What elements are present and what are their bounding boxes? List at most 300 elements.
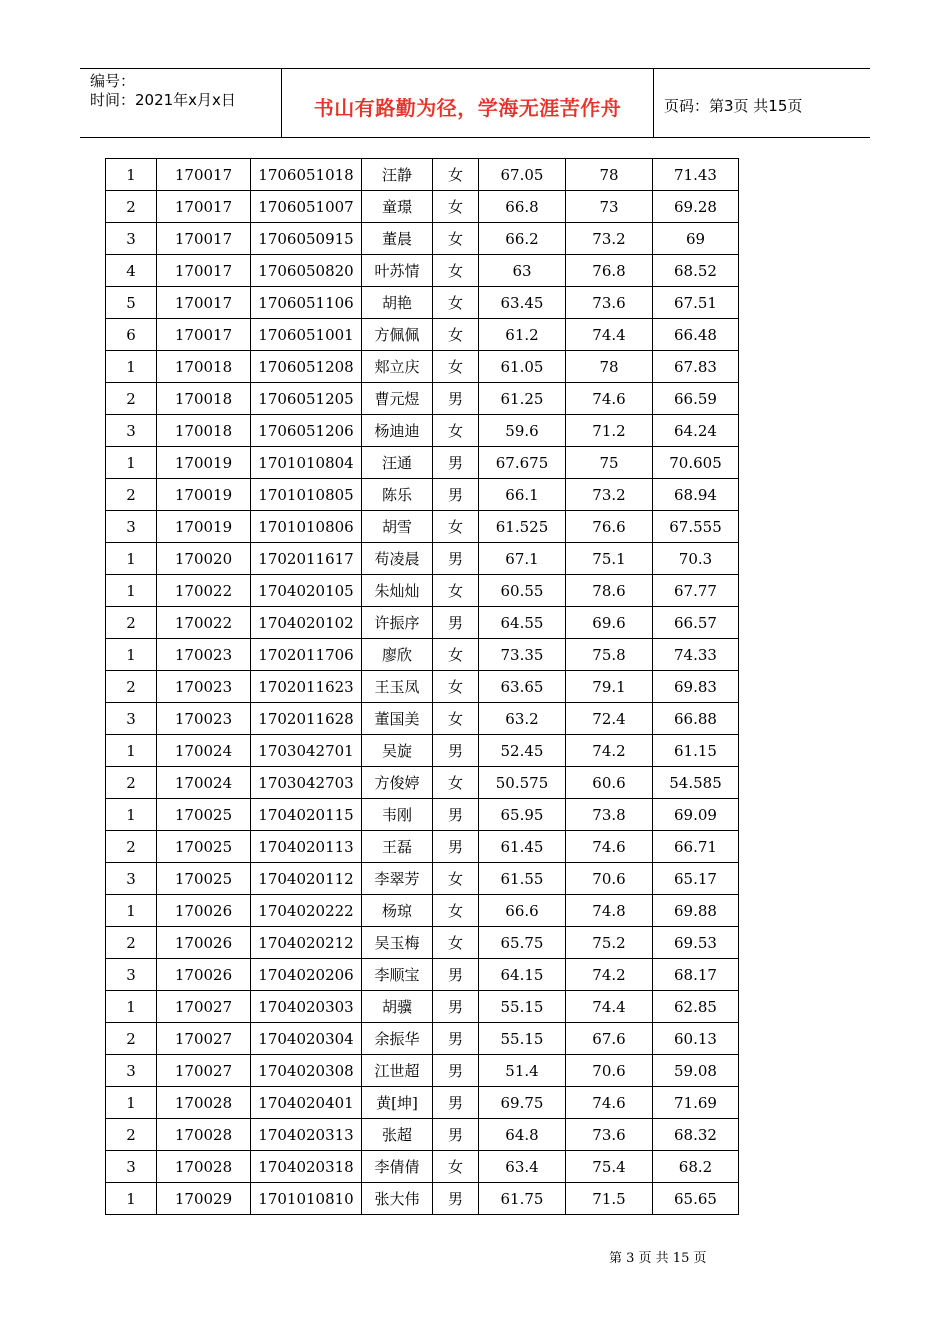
- exam-id-cell: 1704020206: [251, 959, 362, 991]
- interview-score-cell: 73.6: [566, 287, 653, 319]
- rank-cell: 2: [106, 767, 157, 799]
- table-row: [106, 703, 739, 735]
- total-score-cell: 71.69: [653, 1087, 739, 1119]
- exam-id-cell: 1704020222: [251, 895, 362, 927]
- position-code-cell: 170028: [157, 1151, 251, 1183]
- total-score-cell: 66.88: [653, 703, 739, 735]
- rank-cell: 1: [106, 447, 157, 479]
- table-row: [106, 351, 739, 383]
- written-score-cell: 61.2: [479, 319, 566, 351]
- exam-id-cell: 1706050915: [251, 223, 362, 255]
- written-score-cell: 63: [479, 255, 566, 287]
- exam-id-cell: 1704020105: [251, 575, 362, 607]
- rank-cell: 3: [106, 863, 157, 895]
- written-score-cell: 66.8: [479, 191, 566, 223]
- interview-score-cell: 73: [566, 191, 653, 223]
- name-cell: 李倩倩: [362, 1151, 433, 1183]
- gender-cell: 女: [433, 351, 479, 383]
- written-score-cell: 63.2: [479, 703, 566, 735]
- written-score-cell: 66.6: [479, 895, 566, 927]
- exam-id-cell: 1702011628: [251, 703, 362, 735]
- position-code-cell: 170026: [157, 895, 251, 927]
- table-row: [106, 383, 739, 415]
- rank-cell: 1: [106, 639, 157, 671]
- written-score-cell: 67.1: [479, 543, 566, 575]
- interview-score-cell: 70.6: [566, 863, 653, 895]
- total-score-cell: 69.28: [653, 191, 739, 223]
- name-cell: 杨迪迪: [362, 415, 433, 447]
- position-code-cell: 170022: [157, 607, 251, 639]
- rank-cell: 1: [106, 799, 157, 831]
- name-cell: 叶苏情: [362, 255, 433, 287]
- written-score-cell: 64.55: [479, 607, 566, 639]
- gender-cell: 女: [433, 639, 479, 671]
- rank-cell: 1: [106, 1183, 157, 1215]
- gender-cell: 女: [433, 703, 479, 735]
- gender-cell: 男: [433, 479, 479, 511]
- total-score-cell: 69.53: [653, 927, 739, 959]
- name-cell: 胡骥: [362, 991, 433, 1023]
- position-code-cell: 170024: [157, 735, 251, 767]
- written-score-cell: 67.05: [479, 159, 566, 191]
- name-cell: 张大伟: [362, 1183, 433, 1215]
- name-cell: 苟凌晨: [362, 543, 433, 575]
- written-score-cell: 66.1: [479, 479, 566, 511]
- rank-cell: 1: [106, 991, 157, 1023]
- rank-cell: 3: [106, 415, 157, 447]
- name-cell: 王磊: [362, 831, 433, 863]
- written-score-cell: 61.55: [479, 863, 566, 895]
- position-code-cell: 170017: [157, 319, 251, 351]
- table-row: [106, 895, 739, 927]
- exam-id-cell: 1701010804: [251, 447, 362, 479]
- written-score-cell: 63.45: [479, 287, 566, 319]
- score-table: [105, 158, 739, 1215]
- total-score-cell: 68.52: [653, 255, 739, 287]
- code-label: 编号：: [90, 72, 136, 90]
- name-cell: 吴玉梅: [362, 927, 433, 959]
- rank-cell: 3: [106, 1151, 157, 1183]
- name-cell: 朱灿灿: [362, 575, 433, 607]
- total-score-cell: 60.13: [653, 1023, 739, 1055]
- table-row: [106, 1119, 739, 1151]
- rank-cell: 1: [106, 895, 157, 927]
- exam-id-cell: 1704020112: [251, 863, 362, 895]
- total-score-cell: 69: [653, 223, 739, 255]
- gender-cell: 男: [433, 991, 479, 1023]
- gender-cell: 女: [433, 1151, 479, 1183]
- interview-score-cell: 60.6: [566, 767, 653, 799]
- written-score-cell: 64.15: [479, 959, 566, 991]
- exam-id-cell: 1704020308: [251, 1055, 362, 1087]
- interview-score-cell: 67.6: [566, 1023, 653, 1055]
- name-cell: 董晨: [362, 223, 433, 255]
- position-code-cell: 170019: [157, 479, 251, 511]
- name-cell: 曹元煜: [362, 383, 433, 415]
- exam-id-cell: 1706051007: [251, 191, 362, 223]
- written-score-cell: 59.6: [479, 415, 566, 447]
- position-code-cell: 170018: [157, 415, 251, 447]
- rank-cell: 2: [106, 1119, 157, 1151]
- name-cell: 汪通: [362, 447, 433, 479]
- name-cell: 李翠芳: [362, 863, 433, 895]
- exam-id-cell: 1706051206: [251, 415, 362, 447]
- interview-score-cell: 74.2: [566, 735, 653, 767]
- exam-id-cell: 1706051205: [251, 383, 362, 415]
- gender-cell: 男: [433, 1023, 479, 1055]
- interview-score-cell: 73.2: [566, 479, 653, 511]
- table-row: [106, 287, 739, 319]
- written-score-cell: 67.675: [479, 447, 566, 479]
- gender-cell: 女: [433, 895, 479, 927]
- position-code-cell: 170023: [157, 639, 251, 671]
- position-code-cell: 170017: [157, 159, 251, 191]
- rank-cell: 1: [106, 351, 157, 383]
- gender-cell: 女: [433, 191, 479, 223]
- total-score-cell: 67.77: [653, 575, 739, 607]
- total-score-cell: 66.71: [653, 831, 739, 863]
- table-row: [106, 735, 739, 767]
- interview-score-cell: 78.6: [566, 575, 653, 607]
- name-cell: 童璟: [362, 191, 433, 223]
- interview-score-cell: 74.6: [566, 1087, 653, 1119]
- rank-cell: 1: [106, 159, 157, 191]
- interview-score-cell: 71.2: [566, 415, 653, 447]
- position-code-cell: 170020: [157, 543, 251, 575]
- exam-id-cell: 1704020313: [251, 1119, 362, 1151]
- name-cell: 许振序: [362, 607, 433, 639]
- position-code-cell: 170018: [157, 351, 251, 383]
- interview-score-cell: 75.4: [566, 1151, 653, 1183]
- name-cell: 张超: [362, 1119, 433, 1151]
- name-cell: 郏立庆: [362, 351, 433, 383]
- table-row: [106, 863, 739, 895]
- interview-score-cell: 75.2: [566, 927, 653, 959]
- exam-id-cell: 1701010805: [251, 479, 362, 511]
- gender-cell: 男: [433, 959, 479, 991]
- rank-cell: 2: [106, 927, 157, 959]
- gender-cell: 男: [433, 1183, 479, 1215]
- rank-cell: 1: [106, 543, 157, 575]
- position-code-cell: 170017: [157, 287, 251, 319]
- interview-score-cell: 72.4: [566, 703, 653, 735]
- total-score-cell: 67.83: [653, 351, 739, 383]
- written-score-cell: 73.35: [479, 639, 566, 671]
- gender-cell: 男: [433, 1119, 479, 1151]
- table-row: [106, 831, 739, 863]
- gender-cell: 女: [433, 575, 479, 607]
- interview-score-cell: 75: [566, 447, 653, 479]
- rank-cell: 4: [106, 255, 157, 287]
- exam-id-cell: 1702011623: [251, 671, 362, 703]
- written-score-cell: 61.525: [479, 511, 566, 543]
- rank-cell: 6: [106, 319, 157, 351]
- gender-cell: 男: [433, 831, 479, 863]
- name-cell: 黄[坤]: [362, 1087, 433, 1119]
- table-row: [106, 959, 739, 991]
- table-row: [106, 575, 739, 607]
- exam-id-cell: 1702011617: [251, 543, 362, 575]
- rank-cell: 5: [106, 287, 157, 319]
- gender-cell: 男: [433, 447, 479, 479]
- position-code-cell: 170027: [157, 1055, 251, 1087]
- position-code-cell: 170028: [157, 1119, 251, 1151]
- exam-id-cell: 1704020318: [251, 1151, 362, 1183]
- position-code-cell: 170018: [157, 383, 251, 415]
- interview-score-cell: 70.6: [566, 1055, 653, 1087]
- position-code-cell: 170023: [157, 671, 251, 703]
- gender-cell: 女: [433, 319, 479, 351]
- table-row: [106, 1023, 739, 1055]
- exam-id-cell: 1706051018: [251, 159, 362, 191]
- total-score-cell: 59.08: [653, 1055, 739, 1087]
- interview-score-cell: 74.2: [566, 959, 653, 991]
- written-score-cell: 64.8: [479, 1119, 566, 1151]
- table-row: [106, 511, 739, 543]
- position-code-cell: 170019: [157, 511, 251, 543]
- table-row: [106, 447, 739, 479]
- gender-cell: 女: [433, 927, 479, 959]
- exam-id-cell: 1704020212: [251, 927, 362, 959]
- written-score-cell: 52.45: [479, 735, 566, 767]
- position-code-cell: 170027: [157, 1023, 251, 1055]
- position-code-cell: 170025: [157, 863, 251, 895]
- rank-cell: 1: [106, 1087, 157, 1119]
- exam-id-cell: 1706050820: [251, 255, 362, 287]
- time-label: 时间：2021年x月x日: [90, 91, 236, 109]
- rank-cell: 2: [106, 1023, 157, 1055]
- gender-cell: 男: [433, 1055, 479, 1087]
- interview-score-cell: 76.8: [566, 255, 653, 287]
- position-code-cell: 170017: [157, 191, 251, 223]
- rank-cell: 2: [106, 831, 157, 863]
- exam-id-cell: 1701010806: [251, 511, 362, 543]
- written-score-cell: 60.55: [479, 575, 566, 607]
- written-score-cell: 51.4: [479, 1055, 566, 1087]
- total-score-cell: 67.555: [653, 511, 739, 543]
- interview-score-cell: 74.6: [566, 831, 653, 863]
- position-code-cell: 170027: [157, 991, 251, 1023]
- name-cell: 廖欣: [362, 639, 433, 671]
- total-score-cell: 69.09: [653, 799, 739, 831]
- exam-id-cell: 1704020113: [251, 831, 362, 863]
- exam-id-cell: 1703042701: [251, 735, 362, 767]
- total-score-cell: 69.83: [653, 671, 739, 703]
- position-code-cell: 170026: [157, 959, 251, 991]
- total-score-cell: 62.85: [653, 991, 739, 1023]
- name-cell: 王玉凤: [362, 671, 433, 703]
- total-score-cell: 64.24: [653, 415, 739, 447]
- gender-cell: 男: [433, 543, 479, 575]
- rank-cell: 2: [106, 191, 157, 223]
- interview-score-cell: 76.6: [566, 511, 653, 543]
- name-cell: 杨琼: [362, 895, 433, 927]
- name-cell: 董国美: [362, 703, 433, 735]
- rank-cell: 1: [106, 575, 157, 607]
- exam-id-cell: 1704020303: [251, 991, 362, 1023]
- total-score-cell: 68.2: [653, 1151, 739, 1183]
- table-row: [106, 1087, 739, 1119]
- rank-cell: 3: [106, 959, 157, 991]
- written-score-cell: 63.65: [479, 671, 566, 703]
- position-code-cell: 170024: [157, 767, 251, 799]
- position-code-cell: 170022: [157, 575, 251, 607]
- exam-id-cell: 1704020304: [251, 1023, 362, 1055]
- interview-score-cell: 74.6: [566, 383, 653, 415]
- exam-id-cell: 1704020401: [251, 1087, 362, 1119]
- rank-cell: 3: [106, 703, 157, 735]
- exam-id-cell: 1706051208: [251, 351, 362, 383]
- written-score-cell: 65.95: [479, 799, 566, 831]
- position-code-cell: 170017: [157, 223, 251, 255]
- total-score-cell: 66.59: [653, 383, 739, 415]
- exam-id-cell: 1701010810: [251, 1183, 362, 1215]
- header-page-label: 页码：第3页 共15页: [664, 96, 803, 115]
- table-row: [106, 639, 739, 671]
- name-cell: 陈乐: [362, 479, 433, 511]
- name-cell: 方佩佩: [362, 319, 433, 351]
- header-meta: [80, 69, 282, 137]
- total-score-cell: 65.17: [653, 863, 739, 895]
- page-header: [80, 68, 870, 138]
- gender-cell: 男: [433, 607, 479, 639]
- interview-score-cell: 73.8: [566, 799, 653, 831]
- table-row: [106, 799, 739, 831]
- gender-cell: 女: [433, 159, 479, 191]
- written-score-cell: 50.575: [479, 767, 566, 799]
- table-row: [106, 415, 739, 447]
- total-score-cell: 70.3: [653, 543, 739, 575]
- name-cell: 胡艳: [362, 287, 433, 319]
- interview-score-cell: 74.4: [566, 991, 653, 1023]
- table-row: [106, 1055, 739, 1087]
- table-row: [106, 159, 739, 191]
- interview-score-cell: 74.8: [566, 895, 653, 927]
- interview-score-cell: 75.1: [566, 543, 653, 575]
- gender-cell: 男: [433, 383, 479, 415]
- total-score-cell: 65.65: [653, 1183, 739, 1215]
- table-row: [106, 671, 739, 703]
- gender-cell: 女: [433, 415, 479, 447]
- rank-cell: 1: [106, 735, 157, 767]
- footer-page-number: 第 3 页 共 15 页: [609, 1251, 707, 1266]
- written-score-cell: 55.15: [479, 991, 566, 1023]
- rank-cell: 3: [106, 1055, 157, 1087]
- score-table-body: [106, 159, 739, 1215]
- total-score-cell: 69.88: [653, 895, 739, 927]
- table-row: [106, 1183, 739, 1215]
- table-row: [106, 319, 739, 351]
- table-row: [106, 927, 739, 959]
- gender-cell: 女: [433, 255, 479, 287]
- name-cell: 汪静: [362, 159, 433, 191]
- written-score-cell: 63.4: [479, 1151, 566, 1183]
- total-score-cell: 68.17: [653, 959, 739, 991]
- table-row: [106, 479, 739, 511]
- total-score-cell: 68.32: [653, 1119, 739, 1151]
- interview-score-cell: 73.2: [566, 223, 653, 255]
- gender-cell: 男: [433, 735, 479, 767]
- written-score-cell: 61.45: [479, 831, 566, 863]
- total-score-cell: 70.605: [653, 447, 739, 479]
- rank-cell: 2: [106, 383, 157, 415]
- name-cell: 胡雪: [362, 511, 433, 543]
- interview-score-cell: 79.1: [566, 671, 653, 703]
- total-score-cell: 74.33: [653, 639, 739, 671]
- interview-score-cell: 74.4: [566, 319, 653, 351]
- total-score-cell: 61.15: [653, 735, 739, 767]
- table-row: [106, 607, 739, 639]
- table-row: [106, 767, 739, 799]
- rank-cell: 2: [106, 479, 157, 511]
- name-cell: 李顺宝: [362, 959, 433, 991]
- position-code-cell: 170028: [157, 1087, 251, 1119]
- exam-id-cell: 1706051106: [251, 287, 362, 319]
- total-score-cell: 71.43: [653, 159, 739, 191]
- exam-id-cell: 1702011706: [251, 639, 362, 671]
- table-row: [106, 191, 739, 223]
- gender-cell: 女: [433, 671, 479, 703]
- position-code-cell: 170025: [157, 831, 251, 863]
- gender-cell: 女: [433, 511, 479, 543]
- table-row: [106, 255, 739, 287]
- gender-cell: 女: [433, 863, 479, 895]
- interview-score-cell: 71.5: [566, 1183, 653, 1215]
- written-score-cell: 61.75: [479, 1183, 566, 1215]
- interview-score-cell: 78: [566, 159, 653, 191]
- table-row: [106, 223, 739, 255]
- total-score-cell: 67.51: [653, 287, 739, 319]
- total-score-cell: 68.94: [653, 479, 739, 511]
- gender-cell: 男: [433, 1087, 479, 1119]
- exam-id-cell: 1704020115: [251, 799, 362, 831]
- table-row: [106, 991, 739, 1023]
- header-motto: 书山有路勤为径，学海无涯苦作舟: [282, 69, 654, 137]
- total-score-cell: 66.57: [653, 607, 739, 639]
- name-cell: 余振华: [362, 1023, 433, 1055]
- rank-cell: 2: [106, 607, 157, 639]
- interview-score-cell: 69.6: [566, 607, 653, 639]
- written-score-cell: 61.25: [479, 383, 566, 415]
- gender-cell: 女: [433, 287, 479, 319]
- name-cell: 韦刚: [362, 799, 433, 831]
- name-cell: 江世超: [362, 1055, 433, 1087]
- gender-cell: 男: [433, 799, 479, 831]
- rank-cell: 2: [106, 671, 157, 703]
- table-row: [106, 543, 739, 575]
- gender-cell: 女: [433, 767, 479, 799]
- written-score-cell: 69.75: [479, 1087, 566, 1119]
- written-score-cell: 65.75: [479, 927, 566, 959]
- position-code-cell: 170019: [157, 447, 251, 479]
- interview-score-cell: 78: [566, 351, 653, 383]
- written-score-cell: 55.15: [479, 1023, 566, 1055]
- gender-cell: 女: [433, 223, 479, 255]
- total-score-cell: 54.585: [653, 767, 739, 799]
- exam-id-cell: 1704020102: [251, 607, 362, 639]
- exam-id-cell: 1706051001: [251, 319, 362, 351]
- position-code-cell: 170026: [157, 927, 251, 959]
- name-cell: 方俊婷: [362, 767, 433, 799]
- rank-cell: 3: [106, 511, 157, 543]
- written-score-cell: 61.05: [479, 351, 566, 383]
- position-code-cell: 170017: [157, 255, 251, 287]
- name-cell: 吴旋: [362, 735, 433, 767]
- interview-score-cell: 73.6: [566, 1119, 653, 1151]
- total-score-cell: 66.48: [653, 319, 739, 351]
- position-code-cell: 170025: [157, 799, 251, 831]
- rank-cell: 3: [106, 223, 157, 255]
